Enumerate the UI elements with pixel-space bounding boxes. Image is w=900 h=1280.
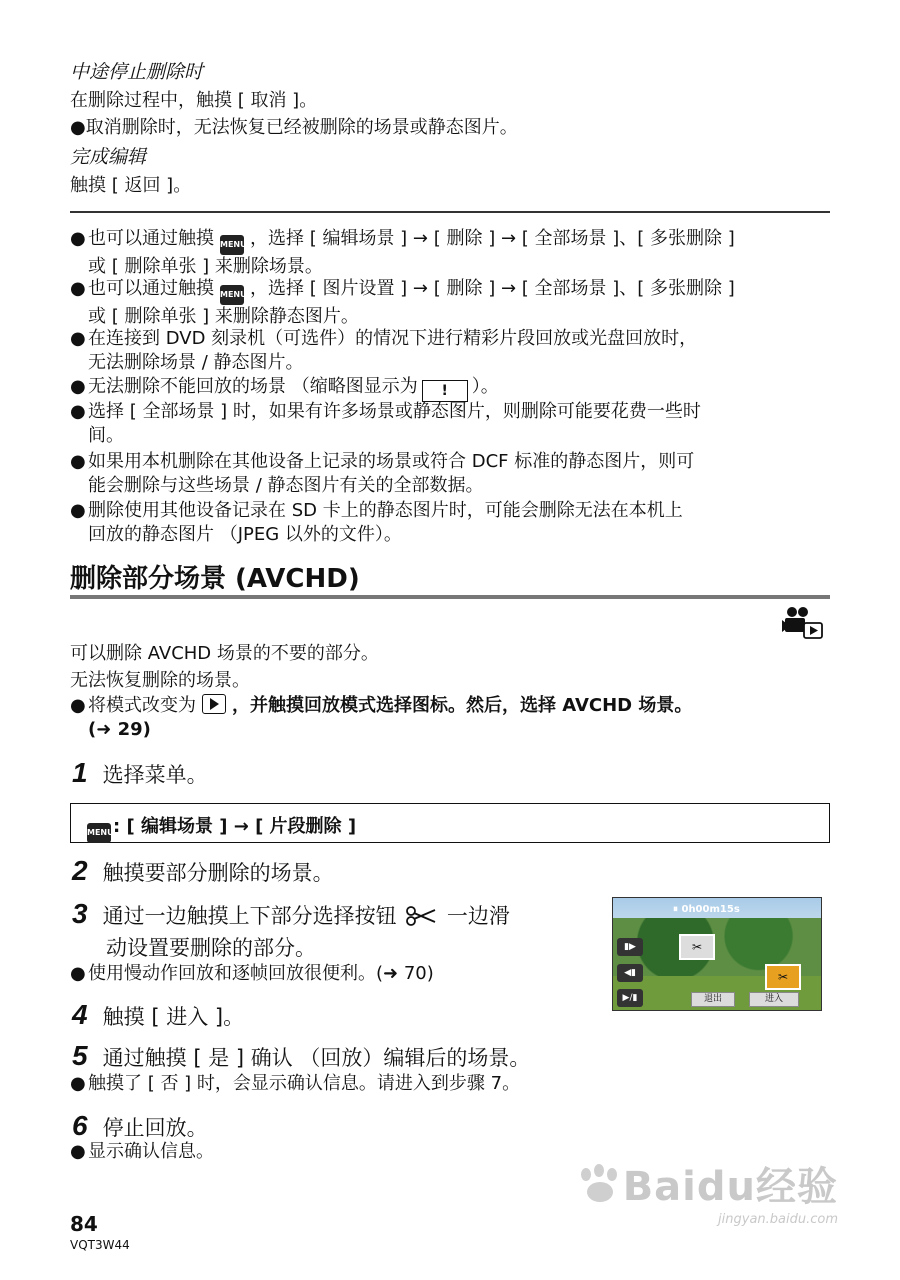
baidu-watermark (577, 1155, 838, 1227)
note-text: 也可以通过触摸 (88, 228, 214, 249)
bullet-dot: ● (70, 401, 86, 422)
bullet-dot: ● (70, 228, 86, 249)
step-1 (72, 757, 208, 789)
mode-text: 将模式改变为 (88, 695, 196, 716)
paw-logo-icon (577, 1164, 623, 1204)
note-text: 间。 (88, 425, 124, 446)
warning-icon: ! (422, 380, 468, 402)
step-3-continued: 动设置要删除的部分。 (106, 936, 316, 960)
bullet-dot: ● (70, 376, 86, 397)
menu-icon: MENU (220, 285, 244, 305)
watermark-brand: Baidu经验 (577, 1155, 838, 1212)
note-text: 也可以通过触摸 (88, 278, 214, 299)
bullet-dot: ● (70, 451, 86, 472)
bullet-dot: ● (70, 117, 86, 138)
bullet-dot: ● (70, 695, 86, 716)
mode-ref: (➜ 29) (88, 719, 151, 740)
step-5-bullet (70, 1072, 832, 1096)
step-text: 选择菜单。 (102, 763, 208, 787)
note-text: 无法删除不能回放的场景 （缩略图显示为 (88, 376, 418, 397)
step-text: 通过一边触摸上下部分选择按钮 (102, 904, 397, 928)
menu-path-box (70, 803, 830, 843)
bullet-text: 取消删除时，无法恢复已经被删除的场景或静态图片。 (85, 117, 518, 138)
step-number: 6 (72, 1110, 88, 1141)
finish-edit-heading: 完成编辑 (70, 146, 147, 168)
step-2 (72, 855, 334, 887)
bullet-dot: ● (70, 963, 86, 984)
play-pause-button[interactable]: ▶/▮ (617, 989, 643, 1007)
slow-forward-button[interactable]: ▮▶ (617, 938, 643, 956)
doc-code: VQT3W44 (70, 1238, 130, 1252)
note-text: 删除使用其他设备记录在 SD 卡上的静态图片时，可能会删除无法在本机上 (88, 500, 683, 521)
note-text: ）。 (471, 376, 499, 397)
step-text: 触摸 [ 进入 ]。 (102, 1005, 245, 1029)
note-text: 能会删除与这些场景 / 静态图片有关的全部数据。 (88, 475, 484, 496)
bullet-text: 使用慢动作回放和逐帧回放很便利。(➜ 70) (88, 963, 434, 984)
bullet-text: 触摸了 [ 否 ] 时，会显示确认信息。请进入到步骤 7。 (88, 1073, 521, 1094)
scissors-end-button[interactable]: ✂ (765, 964, 801, 990)
bullet-dot: ● (70, 278, 86, 299)
step-text: 停止回放。 (102, 1116, 208, 1140)
bullet-dot: ● (70, 500, 86, 521)
step-3-bullet (70, 962, 590, 986)
note-text: 在连接到 DVD 刻录机（可选件）的情况下进行精彩片段回放或光盘回放时， (88, 328, 698, 349)
watermark-url: jingyan.baidu.com (718, 1212, 838, 1227)
step-5 (72, 1040, 530, 1072)
step-number: 2 (72, 855, 88, 886)
note-2 (70, 277, 832, 329)
step-4 (72, 999, 244, 1031)
mode-bullet (70, 694, 832, 742)
section-rule (70, 595, 830, 599)
bullet-text: 显示确认信息。 (88, 1141, 214, 1162)
note-5 (70, 400, 832, 448)
stop-midway-bullet (70, 115, 518, 140)
camera-screen-illustration (612, 897, 822, 1011)
play-mode-icon (202, 694, 226, 714)
note-text: ，选择 [ 图片设置 ] → [ 删除 ] → [ 全部场景 ]、[ 多张删除 ] (250, 278, 735, 299)
step-number: 3 (72, 898, 88, 929)
scissors-icon (405, 905, 439, 927)
note-text: ，选择 [ 编辑场景 ] → [ 删除 ] → [ 全部场景 ]、[ 多张删除 ] (250, 228, 735, 249)
note-text: 或 [ 删除单张 ] 来删除静态图片。 (88, 306, 359, 327)
note-text: 回放的静态图片 （JPEG 以外的文件）。 (88, 524, 402, 545)
menu-icon: MENU (220, 235, 244, 255)
step-number: 5 (72, 1040, 88, 1071)
slow-rewind-button[interactable]: ◀▮ (617, 964, 643, 982)
note-text: 或 [ 删除单张 ] 来删除场景。 (88, 256, 323, 277)
scissors-start-button[interactable]: ✂ (679, 934, 715, 960)
bullet-dot: ● (70, 328, 86, 349)
step-3 (72, 898, 510, 930)
section-title: 删除部分场景 (AVCHD) (70, 564, 360, 594)
note-1 (70, 227, 832, 279)
note-text: 选择 [ 全部场景 ] 时，如果有许多场景或静态图片，则删除可能要花费一些时 (88, 401, 701, 422)
step-text: 触摸要部分删除的场景。 (102, 861, 334, 885)
section-intro-1: 可以删除 AVCHD 场景的不要的部分。 (70, 643, 379, 664)
step-number: 1 (72, 757, 88, 788)
menu-path-text: : [ 编辑场景 ] → [ 片段删除 ] (113, 816, 357, 837)
stop-midway-heading: 中途停止删除时 (70, 61, 204, 83)
video-playback-icon (782, 605, 824, 641)
menu-icon: MENU (87, 823, 111, 843)
stop-midway-line: 在删除过程中，触摸 [ 取消 ]。 (70, 90, 318, 111)
bullet-dot: ● (70, 1073, 86, 1094)
note-3 (70, 327, 832, 375)
step-6 (72, 1110, 208, 1142)
note-text: 如果用本机删除在其他设备上记录的场景或符合 DCF 标准的静态图片，则可 (88, 451, 695, 472)
note-text: 无法删除场景 / 静态图片。 (88, 352, 304, 373)
enter-button[interactable]: 进入 (749, 992, 799, 1007)
page-number: 84 (70, 1212, 98, 1236)
step-text: 一边滑 (446, 904, 510, 928)
step-number: 4 (72, 999, 88, 1030)
timecode: ⏸ 0h00m15s (673, 904, 740, 915)
exit-button[interactable]: 退出 (691, 992, 735, 1007)
finish-edit-line: 触摸 [ 返回 ]。 (70, 175, 192, 196)
note-6 (70, 450, 832, 498)
note-7 (70, 499, 832, 547)
section-intro-2: 无法恢复删除的场景。 (70, 670, 250, 691)
bullet-dot: ● (70, 1141, 86, 1162)
divider (70, 211, 830, 213)
note-4 (70, 375, 832, 402)
step-text: 通过触摸 [ 是 ] 确认 （回放）编辑后的场景。 (102, 1046, 531, 1070)
mode-text: ，并触摸回放模式选择图标。然后，选择 AVCHD 场景。 (232, 695, 693, 716)
